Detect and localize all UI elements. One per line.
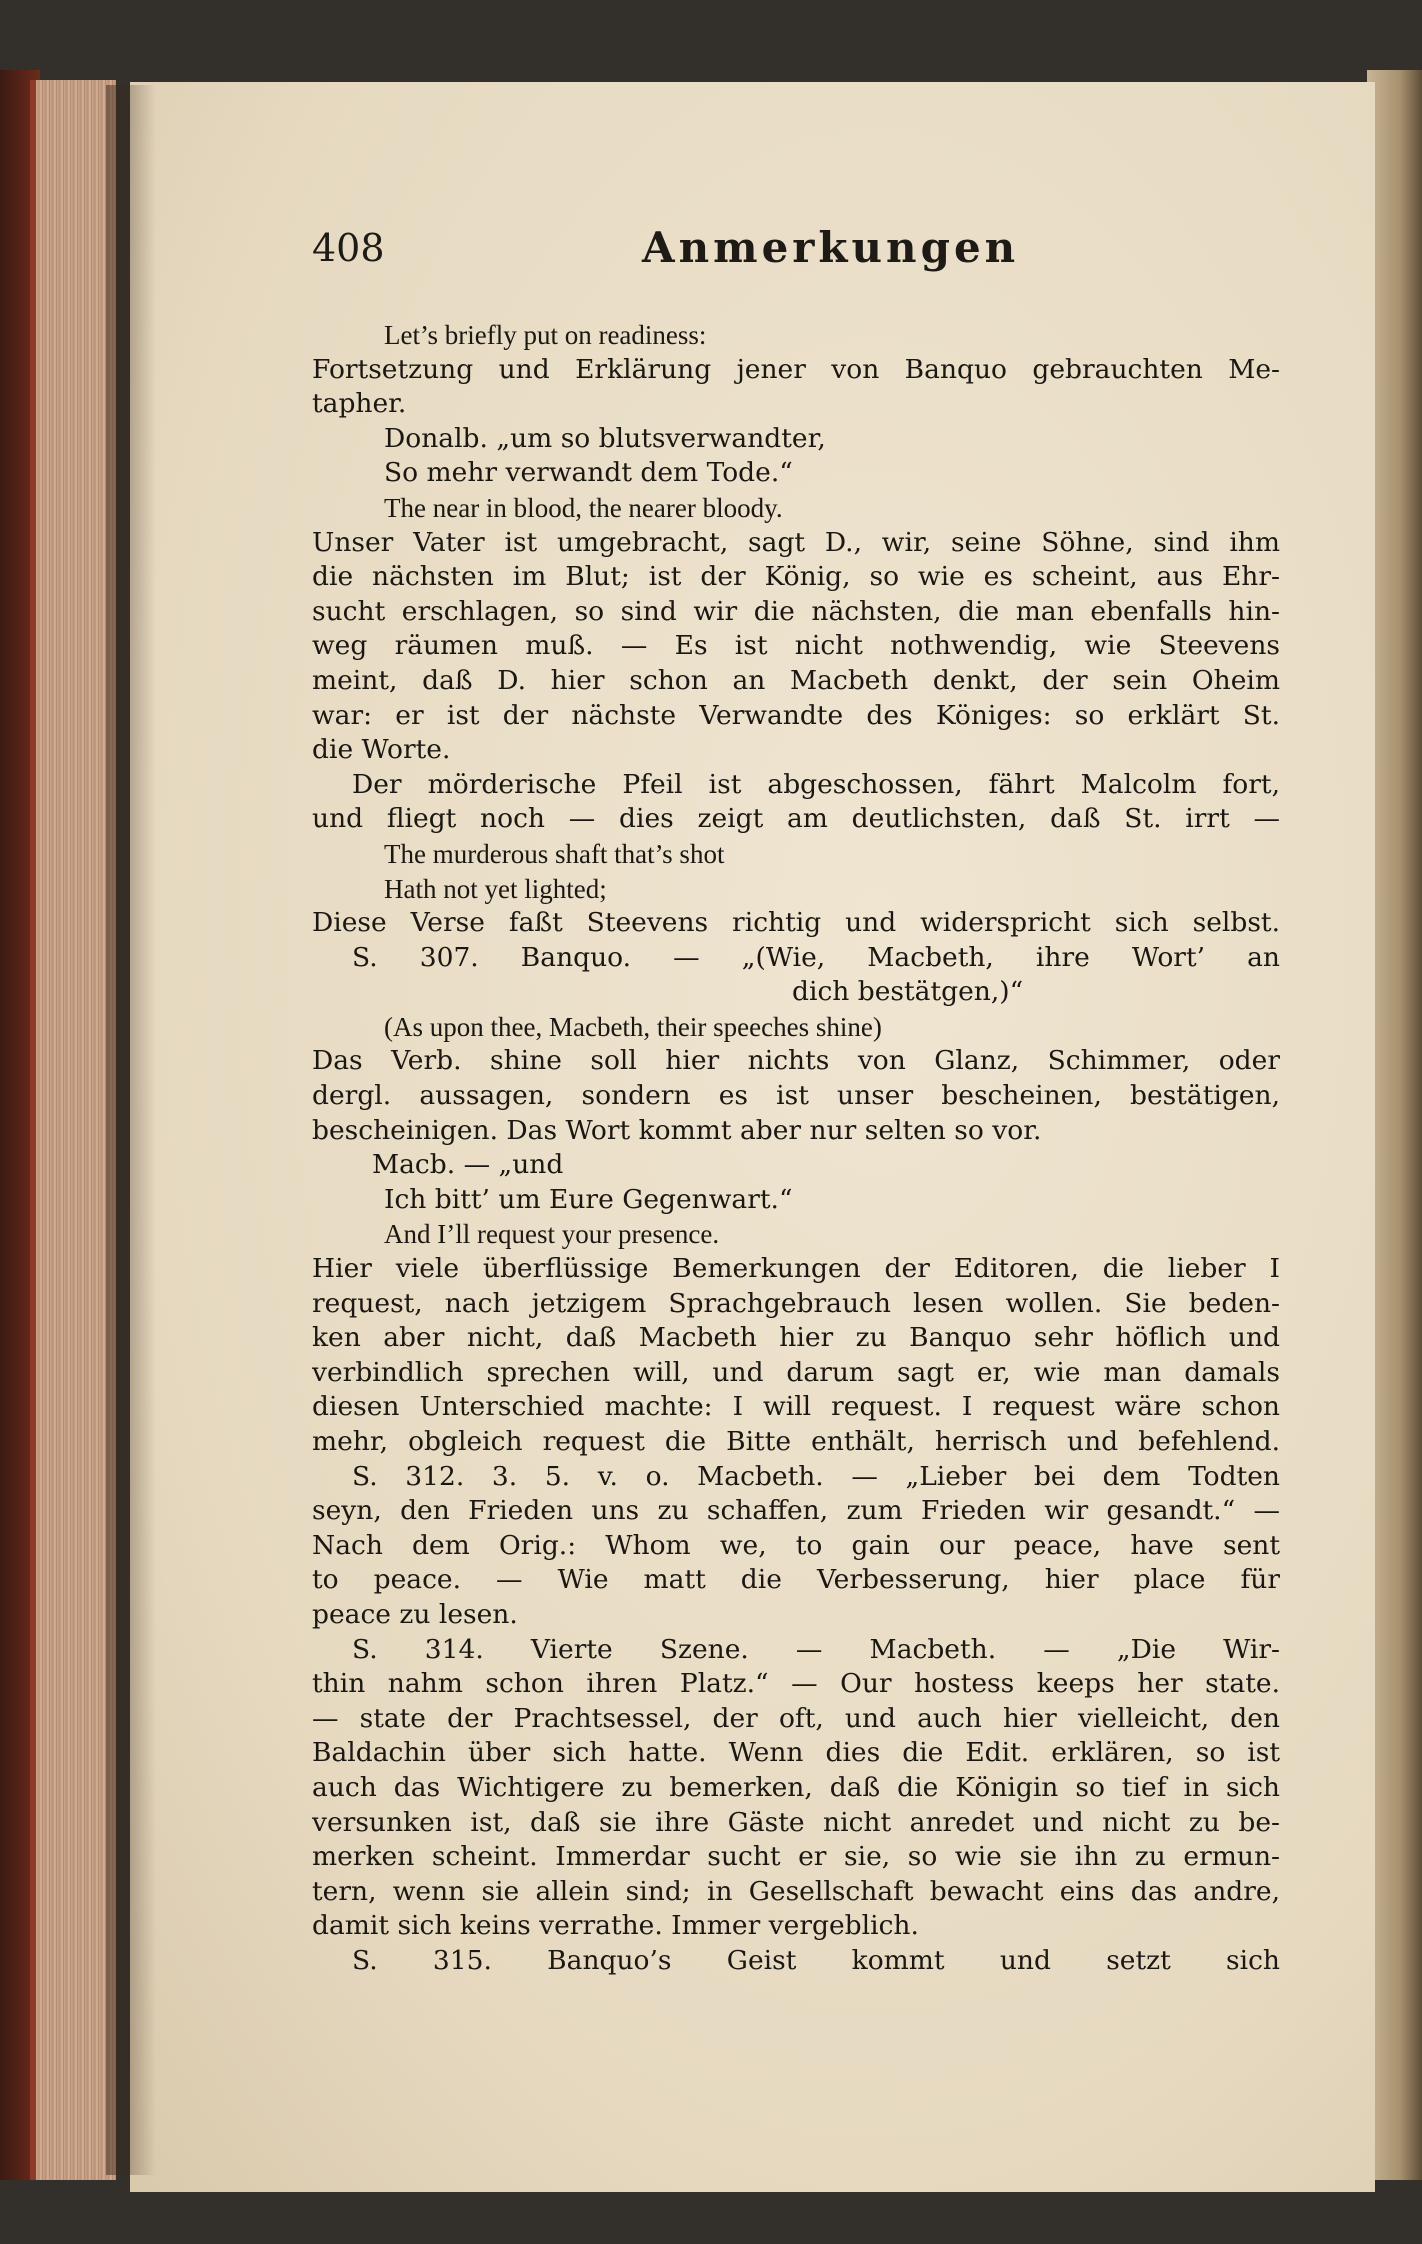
text-line: request, nach jetzigem Sprachgebrauch lesen wollen. Sie beden- xyxy=(312,1287,1280,1319)
page-header xyxy=(312,218,1020,288)
text-line: merken scheint. Immerdar sucht er sie, so wie sie ihn zu ermun- xyxy=(312,1841,1280,1873)
text-line: Unser Vater ist umgebracht, sagt D., wir, seine Söhne, sind ihm xyxy=(312,526,1280,558)
text-line: versunken ist, daß sie ihre Gäste nicht anredet und nicht zu be- xyxy=(312,1806,1280,1838)
text-line: weg räumen muß. — Es ist nicht nothwendig, wie Steevens xyxy=(312,630,1280,662)
text-line: die nächsten im Blut; ist der König, so wie es scheint, aus Ehr- xyxy=(312,561,1280,593)
running-head: Anmerkungen xyxy=(642,223,1020,272)
text-line: (As upon thee, Macbeth, their speeches shine) xyxy=(384,1011,882,1042)
page-block-edge xyxy=(30,80,116,2180)
text-line: The near in blood, the nearer bloody. xyxy=(384,492,783,523)
text-line: S. 307. Banquo. — „(Wie, Macbeth, ihre Wort’ an xyxy=(352,941,1280,973)
page-body xyxy=(312,318,1280,1979)
text-line: damit sich keins verrathe. Immer vergeblich. xyxy=(312,1910,919,1942)
text-line: Diese Verse faßt Steevens richtig und widerspricht sich selbst. xyxy=(312,907,1280,939)
text-line: meint, daß D. hier schon an Macbeth denkt, der sein Oheim xyxy=(312,664,1280,696)
text-line: to peace. — Wie matt die Verbesserung, hier place für xyxy=(312,1564,1280,1596)
text-line: Let’s briefly put on readiness: xyxy=(384,320,707,350)
text-line: verbindlich sprechen will, und darum sagt er, wie man damals xyxy=(312,1356,1280,1388)
text-line: peace zu lesen. xyxy=(312,1598,518,1630)
text-line: Das Verb. shine soll hier nichts von Glanz, Schimmer, oder xyxy=(312,1045,1280,1077)
text-line: diesen Unterschied machte: I will request. I request wäre schon xyxy=(312,1391,1280,1423)
text-line: tapher. xyxy=(312,388,407,420)
text-line: war: er ist der nächste Verwandte des Königes: so erklärt St. xyxy=(312,699,1280,731)
text-line: die Worte. xyxy=(312,734,451,766)
text-line: S. 312. 3. 5. v. o. Macbeth. — „Lieber bei dem Todten xyxy=(352,1460,1280,1492)
text-line: Ich bitt’ um Eure Gegenwart.“ xyxy=(384,1183,793,1215)
text-line: And I’ll request your presence. xyxy=(384,1219,720,1250)
text-line: und fliegt noch — dies zeigt am deutlichsten, daß St. irrt — xyxy=(312,803,1280,835)
right-page-edge xyxy=(1367,70,1422,2180)
text-line: Donalb. „um so blutsverwandter, xyxy=(384,422,826,454)
page-number: 408 xyxy=(312,226,385,270)
text-line: auch das Wichtigere zu bemerken, daß die Königin so tief in sich xyxy=(312,1771,1280,1803)
text-line: mehr, obgleich request die Bitte enthält, herrisch und befehlend. xyxy=(312,1426,1280,1457)
text-line: ken aber nicht, daß Macbeth hier zu Banquo sehr höflich und xyxy=(312,1322,1280,1354)
text-line: — state der Prachtsessel, der oft, und auch hier vielleicht, den xyxy=(312,1702,1280,1734)
text-line: Baldachin über sich hatte. Wenn dies die Edit. erklären, so ist xyxy=(312,1737,1280,1769)
text-line: S. 314. Vierte Szene. — Macbeth. — „Die Wir- xyxy=(352,1633,1280,1665)
text-line: Der mörderische Pfeil ist abgeschossen, fährt Malcolm fort, xyxy=(352,768,1280,800)
text-line: bescheinigen. Das Wort kommt aber nur selten so vor. xyxy=(312,1114,1042,1146)
text-line: So mehr verwandt dem Tode.“ xyxy=(384,457,793,489)
text-line: thin nahm schon ihren Platz.“ — Our hostess keeps her state. xyxy=(312,1668,1280,1700)
text-line: The murderous shaft that’s shot xyxy=(384,838,725,869)
text-line: tern, wenn sie allein sind; in Gesellschaft bewacht eins das andre, xyxy=(312,1875,1280,1907)
text-line: S. 315. Banquo’s Geist kommt und setzt sich xyxy=(352,1944,1280,1976)
gutter-shadow xyxy=(106,85,156,2175)
text-line: seyn, den Frieden uns zu schaffen, zum Frieden wir gesandt.“ — xyxy=(312,1495,1280,1527)
text-line: Fortsetzung und Erklärung jener von Banquo gebrauchten Me- xyxy=(312,353,1280,385)
text-line: Hath not yet lighted; xyxy=(384,873,607,904)
text-line: Hier viele überflüssige Bemerkungen der Editoren, die lieber I xyxy=(312,1253,1280,1285)
text-line: dergl. aussagen, sondern es ist unser bescheinen, bestätigen, xyxy=(312,1080,1280,1112)
text-line: dich bestätgen,)“ xyxy=(792,976,1024,1008)
text-line: Nach dem Orig.: Whom we, to gain our peace, have sent xyxy=(312,1529,1280,1561)
text-line: Macb. — „und xyxy=(372,1149,564,1181)
text-line: sucht erschlagen, so sind wir die nächsten, die man ebenfalls hin- xyxy=(312,595,1280,627)
